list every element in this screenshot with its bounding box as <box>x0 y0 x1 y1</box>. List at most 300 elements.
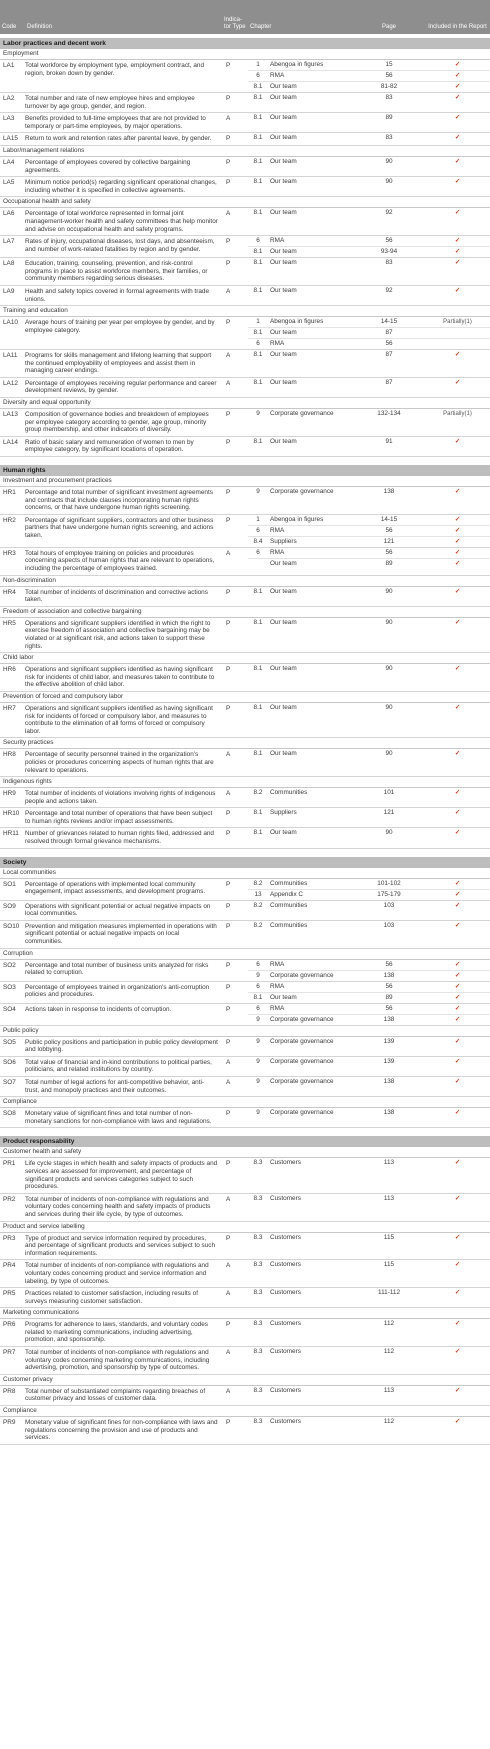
indicator-definition: Rates of injury, occupational diseases, lost days, and absenteeism, and number of work-related fatalities by region and by gender. <box>25 238 215 253</box>
indicator-type: P <box>226 438 231 446</box>
chapter-reference <box>248 901 490 911</box>
check-icon: ✓ <box>454 587 461 595</box>
chapter-references <box>248 317 490 349</box>
indicator-code: HR5 <box>3 619 16 627</box>
chapter-name: Our team <box>270 178 297 186</box>
subsection-title: Compliance <box>0 1406 490 1417</box>
indicator-code: HR2 <box>3 516 16 524</box>
indicator-type: P <box>226 260 231 268</box>
indicator-code: HR9 <box>3 790 16 798</box>
page-number: 90 <box>385 178 393 186</box>
chapter-reference <box>248 317 490 328</box>
included-status: Partially(1) <box>443 319 472 326</box>
page-number: 90 <box>385 829 393 837</box>
indicator-type: P <box>226 1110 231 1118</box>
check-icon: ✓ <box>454 259 461 267</box>
chapter-references <box>248 1077 490 1096</box>
page-number: 113 <box>383 1159 395 1167</box>
chapter-name: Customers <box>270 1233 301 1241</box>
indicator-code: PR6 <box>3 1321 16 1329</box>
chapter-name: Our team <box>270 351 297 359</box>
indicator-type: P <box>226 179 231 187</box>
chapter-references <box>248 1288 490 1307</box>
chapter-name: Customers <box>270 1418 301 1426</box>
table-row <box>0 1037 490 1057</box>
chapter-name: Communities <box>270 879 308 887</box>
page-number: 89 <box>385 559 393 567</box>
chapter-number: 8.2 <box>253 921 263 929</box>
indicator-definition: Monetary value of significant fines and total number of non-monetary sanctions for non-compliance with laws and regulations. <box>25 1110 212 1125</box>
subsection-title: Security practices <box>0 738 490 749</box>
indicator-type: A <box>226 1262 231 1270</box>
chapter-references <box>248 901 490 920</box>
indicator-code: HR8 <box>3 751 16 759</box>
included-status <box>425 339 490 349</box>
indicator-definition: Total number of incidents of discrimination and corrective actions taken. <box>25 588 208 604</box>
chapter-name: Our team <box>270 209 297 217</box>
page-number: 90 <box>385 665 393 673</box>
chapter-reference <box>248 1004 490 1015</box>
chapter-number: 8.1 <box>253 134 263 142</box>
chapter-reference <box>248 1158 490 1168</box>
chapter-name: Our team <box>270 157 297 165</box>
indicator-type: P <box>226 1234 231 1242</box>
chapter-reference <box>248 1319 490 1329</box>
chapter-references <box>248 157 490 176</box>
chapter-number <box>248 559 268 569</box>
table-row <box>0 208 490 236</box>
indicator-definition: Total number of legal actions for anti-competitive behavior, anti-trust, and monopoly practices and their outcomes. <box>25 1079 205 1094</box>
chapter-references <box>248 788 490 807</box>
indicator-code: LA7 <box>3 238 15 246</box>
check-icon: ✓ <box>454 1109 461 1117</box>
chapter-references <box>248 879 490 900</box>
chapter-name: Our team <box>270 437 297 445</box>
chapter-references <box>248 828 490 847</box>
indicator-definition: Minimum notice period(s) regarding significant operational changes, including whether it is specified in collective agreements. <box>25 179 217 194</box>
chapter-number: 1 <box>256 61 260 68</box>
indicator-code: HR4 <box>3 588 16 596</box>
chapter-reference <box>248 1417 490 1427</box>
chapter-reference <box>248 71 490 82</box>
chapter-name: Abengoa in figures <box>270 318 324 326</box>
page-number: 138 <box>383 1015 395 1023</box>
page-number: 83 <box>385 134 393 142</box>
indicator-type: P <box>226 666 231 674</box>
chapter-references <box>248 548 490 575</box>
indicator-definition: Health and safety topics covered in formal agreements with trade unions. <box>25 287 210 303</box>
included-status <box>425 328 490 338</box>
indicator-code: LA6 <box>3 210 15 218</box>
check-icon: ✓ <box>454 1037 461 1045</box>
chapter-number: 9 <box>256 410 260 418</box>
chapter-name: Our team <box>270 248 297 256</box>
table-row <box>0 236 490 258</box>
indicator-definition: Total value of financial and in-kind contributions to political parties, politicians, and related institutions by country. <box>25 1058 212 1074</box>
chapter-references <box>248 515 490 547</box>
chapter-references <box>248 350 490 377</box>
chapter-number: 8.4 <box>253 537 263 545</box>
table-row <box>0 1386 490 1406</box>
indicator-definition: Operations and significant suppliers identified in which the right to exercise freedom of association and collective bargaining may be violated or at significant risk, and actions taken to support these rights. <box>25 619 211 650</box>
subsection-title: Occupational health and safety <box>0 197 490 208</box>
table-row <box>0 749 490 777</box>
table-row <box>0 703 490 738</box>
page-number: 112 <box>383 1418 395 1426</box>
table-row <box>0 982 490 1004</box>
check-icon: ✓ <box>454 72 461 79</box>
header-code: Code <box>2 24 17 30</box>
chapter-references <box>248 1260 490 1287</box>
check-icon: ✓ <box>454 901 461 909</box>
indicator-type: A <box>226 1387 231 1395</box>
page-number: 56 <box>385 72 393 79</box>
table-row <box>0 664 490 692</box>
page-number: 175-179 <box>377 890 401 898</box>
chapter-references <box>248 1347 490 1374</box>
indicator-type: P <box>226 902 231 910</box>
check-icon: ✓ <box>454 526 461 534</box>
indicator-type: A <box>226 1349 231 1357</box>
indicator-definition: Monetary value of significant fines for non-compliance with laws and regulations concerning the provision and use of products and services. <box>25 1419 218 1442</box>
chapter-name: Customers <box>270 1261 301 1269</box>
table-row <box>0 437 490 457</box>
chapter-name: Customers <box>270 1289 301 1297</box>
chapter-references <box>248 960 490 981</box>
indicator-code: HR6 <box>3 666 16 674</box>
page-number: 138 <box>383 1109 395 1117</box>
page-number: 14-15 <box>380 318 398 326</box>
table-row <box>0 378 490 398</box>
chapter-references <box>248 808 490 827</box>
table-row <box>0 1319 490 1347</box>
chapter-reference <box>248 350 490 360</box>
indicator-code: LA2 <box>3 95 15 102</box>
chapter-references <box>248 1233 490 1260</box>
table-row <box>0 317 490 350</box>
check-icon: ✓ <box>454 1418 461 1426</box>
page-number: 103 <box>383 921 395 929</box>
chapter-number: 8.3 <box>253 1386 263 1394</box>
table-row <box>0 258 490 286</box>
check-icon: ✓ <box>454 890 461 898</box>
page-number: 113 <box>383 1194 395 1202</box>
chapter-number: 8.1 <box>253 351 263 359</box>
section-title: Society <box>0 857 490 868</box>
chapter-name: Our team <box>270 703 297 711</box>
indicator-definition: Percentage of operations with implemented local community engagement, impact assessments, and development programs. <box>25 880 206 896</box>
check-icon: ✓ <box>454 1348 461 1356</box>
chapter-number: 13 <box>254 890 262 898</box>
page-number: 112 <box>383 1348 395 1356</box>
header-page: Page <box>381 24 396 30</box>
chapter-name: Our team <box>270 829 297 837</box>
chapter-name: RMA <box>270 72 285 79</box>
indicator-code: SO5 <box>3 1038 16 1046</box>
indicator-type: P <box>226 1419 231 1427</box>
table-row <box>0 487 490 515</box>
chapter-number: 8.1 <box>253 703 263 711</box>
chapter-name: Corporate governance <box>270 410 334 418</box>
table-row <box>0 60 490 93</box>
check-icon: ✓ <box>454 703 461 711</box>
page-number: 121 <box>383 537 395 545</box>
header-included: Included in the Report <box>428 24 487 30</box>
indicator-definition: Total hours of employee training on policies and procedures concerning aspects of human rights that are relevant to operations, including the percentage of employees trained. <box>25 549 215 572</box>
chapter-references <box>248 93 490 112</box>
indicator-code: PR9 <box>3 1419 16 1427</box>
chapter-number: 6 <box>256 237 260 245</box>
table-row <box>0 1233 490 1261</box>
chapter-number: 8.3 <box>253 1233 263 1241</box>
check-icon: ✓ <box>454 83 461 90</box>
check-icon: ✓ <box>454 1159 461 1167</box>
indicator-definition: Operations and significant suppliers identified as having significant risk for incidents of forced or compulsory labor, and measures to contribute to the elimination of all forms of forced or compulsory labor. <box>25 704 213 735</box>
check-icon: ✓ <box>454 971 461 979</box>
check-icon: ✓ <box>454 1261 461 1269</box>
check-icon: ✓ <box>454 829 461 837</box>
page-number: 15 <box>385 61 393 68</box>
check-icon: ✓ <box>454 789 461 797</box>
indicator-definition: Percentage of security personnel trained in the organization's policies or procedures concerning aspects of human rights that are relevant to operations. <box>25 751 214 774</box>
chapter-reference <box>248 1347 490 1357</box>
chapter-number: 9 <box>256 1078 260 1085</box>
chapter-name: Customers <box>270 1386 301 1394</box>
chapter-number: 6 <box>256 340 260 348</box>
page-number: 90 <box>385 750 393 758</box>
indicator-type: P <box>226 983 231 991</box>
indicator-definition: Programs for skills management and lifelong learning that support the continued employability of employees and assist them in managing career endings. <box>25 352 212 375</box>
chapter-reference <box>248 808 490 818</box>
page-number: 93-94 <box>380 248 398 256</box>
subsection-title: Corruption <box>0 949 490 960</box>
chapter-number: 8.1 <box>253 94 263 101</box>
chapter-reference <box>248 208 490 218</box>
chapter-name: Our team <box>270 587 297 595</box>
chapter-reference <box>248 82 490 92</box>
chapter-name: Communities <box>270 901 308 909</box>
page-number: 139 <box>383 1037 395 1045</box>
chapter-name: Customers <box>270 1348 301 1356</box>
page-number: 139 <box>383 1057 395 1065</box>
chapter-references <box>248 286 490 305</box>
page-number: 111-112 <box>377 1289 401 1297</box>
chapter-number: 9 <box>256 488 260 496</box>
chapter-reference <box>248 1037 490 1047</box>
chapter-references <box>248 437 490 456</box>
indicator-type: P <box>226 411 231 419</box>
page-number: 83 <box>385 94 393 101</box>
chapter-name: Corporate governance <box>270 971 334 979</box>
indicator-type: A <box>226 751 231 759</box>
chapter-reference <box>248 1108 490 1118</box>
chapter-reference <box>248 971 490 981</box>
indicator-definition: Total number of substantiated complaints regarding breaches of customer privacy and losses of customer data. <box>25 1387 206 1403</box>
chapter-reference <box>248 703 490 713</box>
chapter-reference <box>248 1288 490 1298</box>
chapter-reference <box>248 133 490 143</box>
check-icon: ✓ <box>454 537 461 545</box>
check-icon: ✓ <box>454 1320 461 1328</box>
indicator-definition: Total workforce by employment type, employment contract, and region, broken down by gender. <box>25 62 205 77</box>
indicator-code: SO4 <box>3 1005 16 1013</box>
check-icon: ✓ <box>454 960 461 968</box>
chapter-number: 8.1 <box>253 993 263 1001</box>
page-number: 90 <box>385 703 393 711</box>
indicator-type: A <box>226 352 231 360</box>
chapter-reference <box>248 177 490 187</box>
indicator-definition: Total number and rate of new employee hires and employee turnover by age group, gender, and region. <box>25 95 195 110</box>
page-number: 138 <box>383 1078 395 1085</box>
chapter-references <box>248 409 490 436</box>
indicator-code: SO2 <box>3 961 16 969</box>
chapter-references <box>248 982 490 1003</box>
table-row <box>0 350 490 378</box>
check-icon: ✓ <box>454 750 461 758</box>
indicator-type: P <box>226 810 231 818</box>
check-icon: ✓ <box>454 1289 461 1297</box>
chapter-references <box>248 1194 490 1221</box>
check-icon: ✓ <box>454 548 461 556</box>
indicator-type: P <box>226 158 231 166</box>
page-number: 87 <box>385 329 393 337</box>
table-body <box>0 38 490 1445</box>
chapter-number: 8.1 <box>253 437 263 445</box>
table-row <box>0 960 490 982</box>
chapter-number: 8.1 <box>253 618 263 626</box>
chapter-references <box>248 1004 490 1025</box>
chapter-references <box>248 113 490 132</box>
indicator-code: LA8 <box>3 260 15 268</box>
indicator-type: A <box>226 115 231 123</box>
chapter-name: Appendix C <box>270 890 304 898</box>
chapter-references <box>248 587 490 606</box>
subsection-title: Public policy <box>0 1026 490 1037</box>
table-row <box>0 901 490 921</box>
chapter-references <box>248 921 490 948</box>
subsection-title: Freedom of association and collective bargaining <box>0 607 490 618</box>
chapter-name: Our team <box>270 993 297 1001</box>
table-row <box>0 1288 490 1308</box>
chapter-reference <box>248 113 490 123</box>
chapter-number: 6 <box>256 526 260 534</box>
section-title: Labor practices and decent work <box>0 38 490 49</box>
page-number: 91 <box>385 437 393 445</box>
indicator-type: A <box>226 790 231 798</box>
chapter-name: Our team <box>270 618 297 626</box>
chapter-number: 6 <box>256 960 260 968</box>
indicator-code: LA4 <box>3 158 15 166</box>
chapter-number: 8.3 <box>253 1261 263 1269</box>
indicator-type: P <box>226 62 231 69</box>
chapter-number: 8.1 <box>253 248 263 256</box>
page-number: 92 <box>385 286 393 294</box>
indicator-definition: Percentage of employees receiving regular performance and career development reviews, by gender. <box>25 379 217 395</box>
page-number: 87 <box>385 378 393 386</box>
chapter-name: RMA <box>270 237 285 245</box>
table-row <box>0 1004 490 1026</box>
chapter-name: Corporate governance <box>270 1015 334 1023</box>
table-row <box>0 788 490 808</box>
subsection-title: Training and education <box>0 306 490 317</box>
chapter-references <box>248 1057 490 1076</box>
check-icon: ✓ <box>454 134 461 142</box>
chapter-number: 8.2 <box>253 901 263 909</box>
indicator-type: A <box>226 549 231 557</box>
header-indicator-type: Indica-tor Type <box>224 17 246 30</box>
check-icon: ✓ <box>454 993 461 1001</box>
subsection-title: Customer health and safety <box>0 1147 490 1158</box>
indicator-type: P <box>226 238 231 246</box>
check-icon: ✓ <box>454 921 461 929</box>
chapter-references <box>248 1386 490 1405</box>
page-number: 92 <box>385 209 393 217</box>
chapter-number: 8.1 <box>253 665 263 673</box>
chapter-reference <box>248 437 490 447</box>
check-icon: ✓ <box>454 809 461 817</box>
subsection-title: Investment and procurement practices <box>0 476 490 487</box>
table-row <box>0 157 490 177</box>
indicator-definition: Operations and significant suppliers identified as having significant risk for incidents of child labor, and measures taken to contribute to the effective abolition of child labor. <box>25 666 215 689</box>
table-row <box>0 548 490 576</box>
chapter-reference <box>248 60 490 71</box>
page-number: 138 <box>383 488 395 496</box>
check-icon: ✓ <box>454 286 461 294</box>
indicator-type: A <box>226 379 231 387</box>
check-icon: ✓ <box>454 1004 461 1012</box>
chapter-reference <box>248 286 490 296</box>
chapter-name: RMA <box>270 526 285 534</box>
indicator-code: SO8 <box>3 1110 16 1118</box>
indicator-type: P <box>226 1160 231 1168</box>
indicator-definition: Operations with significant potential or actual negative impacts on local communities. <box>25 902 211 918</box>
page-number: 115 <box>383 1233 395 1241</box>
chapter-reference <box>248 515 490 526</box>
chapter-references <box>248 618 490 652</box>
chapter-reference <box>248 828 490 838</box>
subsection-title: Non-discrimination <box>0 576 490 587</box>
chapter-name: Corporate governance <box>270 1037 334 1045</box>
chapter-reference <box>248 236 490 247</box>
chapter-references <box>248 664 490 691</box>
table-row <box>0 133 490 146</box>
indicator-code: SO3 <box>3 983 16 991</box>
chapter-reference <box>248 339 490 349</box>
chapter-number: 8.1 <box>253 829 263 837</box>
chapter-references <box>248 1158 490 1192</box>
chapter-references <box>248 236 490 257</box>
indicator-type: P <box>226 1005 231 1013</box>
table-row <box>0 1158 490 1193</box>
indicator-code: SO9 <box>3 902 16 910</box>
chapter-name: Communities <box>270 789 308 797</box>
subsection-title: Labor/management relations <box>0 146 490 157</box>
check-icon: ✓ <box>454 237 461 245</box>
indicator-code: HR7 <box>3 704 16 712</box>
indicator-type: A <box>226 1290 231 1298</box>
indicator-code: SO1 <box>3 880 16 888</box>
indicator-definition: Percentage of employees covered by collective bargaining agreements. <box>25 158 191 174</box>
indicator-definition: Percentage of significant suppliers, contractors and other business partners that have undergone human rights screening, and actions taken. <box>25 516 214 539</box>
check-icon: ✓ <box>454 1015 461 1023</box>
chapter-number: 8.1 <box>253 587 263 595</box>
chapter-reference <box>248 879 490 890</box>
indicator-code: LA15 <box>3 135 18 143</box>
chapter-name: Corporate governance <box>270 1057 334 1065</box>
chapter-name: Abengoa in figures <box>270 61 324 68</box>
chapter-name: Abengoa in figures <box>270 515 324 523</box>
chapter-name: RMA <box>270 982 285 990</box>
